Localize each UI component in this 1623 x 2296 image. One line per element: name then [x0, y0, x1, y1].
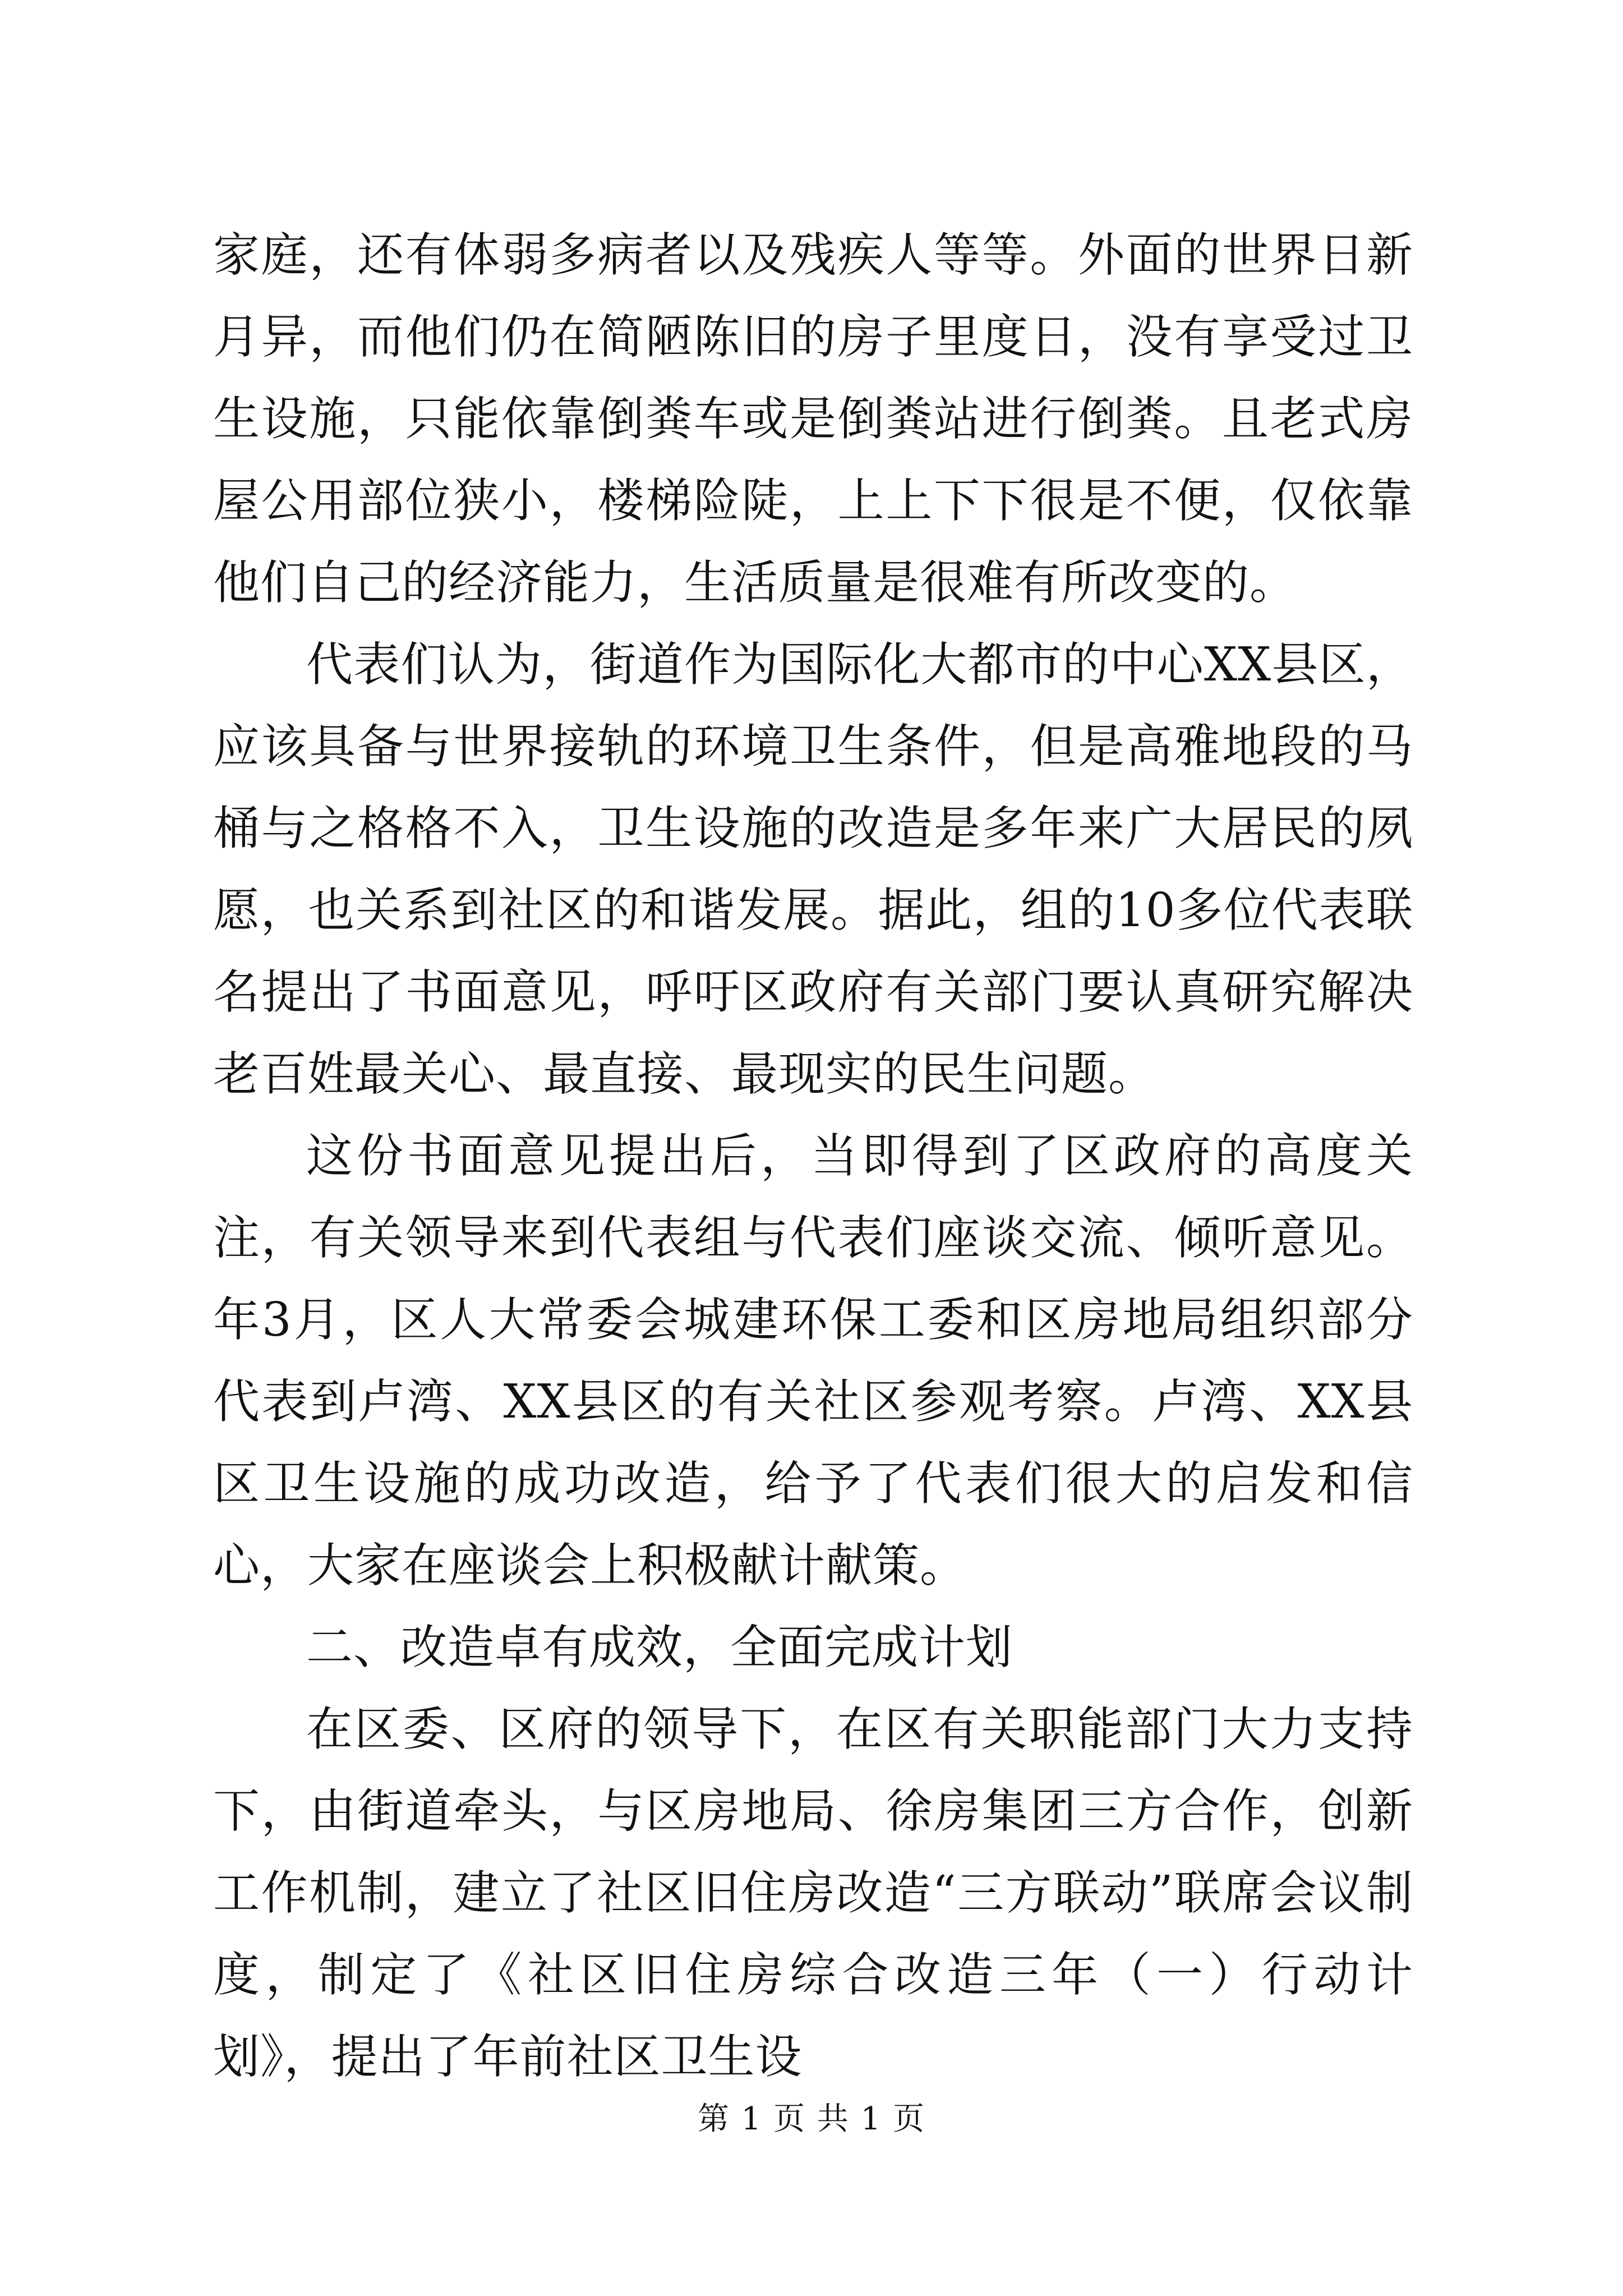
section-heading: 二、改造卓有成效，全面完成计划: [306, 1620, 1013, 1674]
page-footer: 第 1 页 共 1 页: [697, 2101, 926, 2137]
paragraph-continuation: 家庭，还有体弱多病者以及残疾人等等。外面的世界日新月异，而他们仍在简陋陈旧的房子里度日，没有享受过卫生设施，只能依靠倒粪车或是倒粪站进行倒粪。且老式房屋公用部位狭小，楼梯险陡，上上下下很是不便，仅依靠他们自己的经济能力，生活质量是很难有所改变的。: [213, 228, 1413, 610]
paragraph-renovation: 在区委、区府的领导下，在区有关职能部门大力支持下，由街道牵头，与区房地局、徐房集团三方合作，创新工作机制，建立了社区旧住房改造“三方联动”联席会议制度，制定了《社区旧住房综合改造三年（一）行动计划》，提出了年前社区卫生设: [213, 1702, 1413, 2084]
paragraph-representatives-opinion: 代表们认为，街道作为国际化大都市的中心XX县区，应该具备与世界接轨的环境卫生条件，但是高雅地段的马桶与之格格不入，卫生设施的改造是多年来广大居民的夙愿，也关系到社区的和谐发展。据此，组的10多位代表联名提出了书面意见，呼吁区政府有关部门要认真研究解决老百姓最关心、最直接、最现实的民生问题。: [213, 637, 1413, 1101]
document-body: [213, 214, 1413, 2098]
paragraph-written-opinion: 这份书面意见提出后，当即得到了区政府的高度关注，有关领导来到代表组与代表们座谈交流、倾听意见。年3月，区人大常委会城建环保工委和区房地局组织部分代表到卢湾、XX县区的有关社区参观考察。卢湾、XX县区卫生设施的成功改造，给予了代表们很大的启发和信心，大家在座谈会上积极献计献策。: [213, 1129, 1413, 1593]
